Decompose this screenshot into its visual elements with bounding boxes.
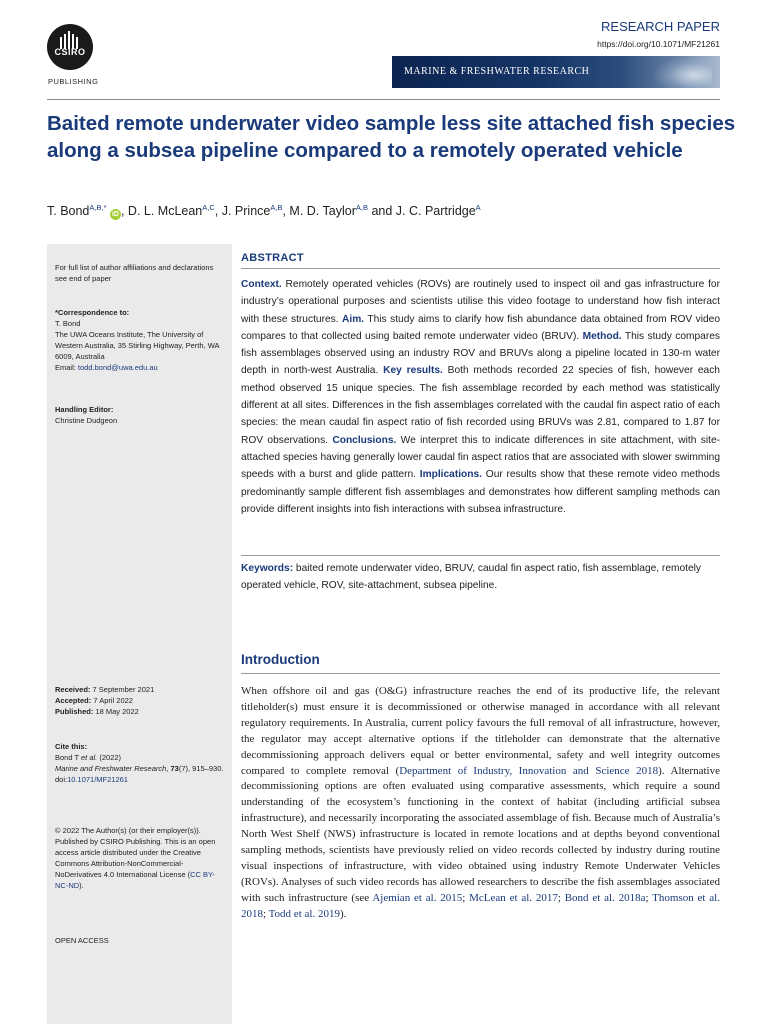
license-link[interactable]: CC BY-NC-ND <box>55 870 215 890</box>
citation-link[interactable]: Department of Industry, Innovation and Science 2018 <box>399 764 659 777</box>
abstract-body: Context. Remotely operated vehicles (ROVs) are routinely used to inspect oil and gas infrastructure for industry’s operational purposes and scientists utilise this video footage to understand how fish interact with these structures. Aim. This study aims to clarify how fish abundance data obtained from ROV video compares to that collected using baited remote underwater video (BRUV). Method. This study compares fish assemblages observed using an industry ROV and BRUVs along a pipeline located in 130-m water depth in north-west Australia. Key results. Both methods recorded 22 species of fish, however each method observed 15 unique species. The fish assemblage recorded by each method was statistically different at all sites. Differences in the fish assemblages correlated with the caudal fin aspect ratio of each species: the mean caudal fin aspect ratio of fish recorded using BRUVs was 2.81, compared to 1.87 for ROV observations. Conclusions. We interpret this to indicate differences in site attachment, with site-attached species having generally lower caudal fin aspect ratios that are associated with slower swimming speeds with a burst and glide pattern. Implications. Our results show that these remote video methods predominantly sample different fish assemblages and demonstrates how different sampling methods can provide different insights into fish interactions with subsea infrastructure. <box>241 279 720 515</box>
received-date: 7 September 2021 <box>92 685 155 694</box>
introduction-heading: Introduction <box>241 652 320 667</box>
published-date: 18 May 2022 <box>95 707 139 716</box>
citation-link[interactable]: Thomson et al. 2018 <box>241 891 720 920</box>
orcid-icon[interactable]: iD <box>111 211 119 219</box>
handling-editor-name: Christine Dudgeon <box>55 416 118 425</box>
author-name[interactable]: J. C. Partridge <box>395 204 476 219</box>
citation-link[interactable]: Bond et al. 2018a <box>564 891 646 904</box>
handling-editor-block <box>55 404 227 426</box>
correspondence-email[interactable]: todd.bond@uwa.edu.au <box>77 363 158 372</box>
author-name[interactable]: J. Prince <box>221 204 271 219</box>
author-name[interactable]: T. Bond <box>47 204 90 219</box>
header-divider <box>47 99 720 100</box>
citation-link[interactable]: McLean et al. 2017 <box>469 891 558 904</box>
copyright-block: © 2022 The Author(s) (or their employer(s)). Published by CSIRO Publishing. This is an open access article distributed under the Creative Commons Attribution-NonCommercial-NoDerivatives 4.0 International License (CC BY-NC-ND). <box>55 826 216 890</box>
open-access-label: OPEN ACCESS <box>55 936 109 945</box>
handling-editor-label: Handling Editor: <box>55 405 114 414</box>
citation-link[interactable]: Todd et al. 2019 <box>268 907 340 920</box>
doi-link[interactable]: https://doi.org/10.1071/MF21261 <box>597 39 720 49</box>
citation-link[interactable]: Ajemian et al. 2015 <box>372 891 463 904</box>
citation-block: Cite this: Bond T et al. (2022) Marine and Freshwater Research, 73(7), 915–930. doi:10.1071/MF21261 <box>55 742 224 784</box>
correspondence-block: *Correspondence to: T. Bond The UWA Oceans Institute, The University of Western Australia, 35 Stirling Highway, Perth, WA 6009, Australia Email: todd.bond@uwa.edu.au <box>55 308 220 372</box>
introduction-paragraph: When offshore oil and gas (O&G) infrastructure reaches the end of its productive life, the relevant titleholder(s) must ensure it is decommissioned or otherwise managed in accordance with all relevant regulatory requirements. In Australia, current policy favours the full removal of all infrastructure, however, the regulator may accept alternative options if the titleholder can demonstrate that the alternative decommissioning approach delivers equal or better environmental, safety and well integrity outcomes compared to complete removal (Department of Industry, Innovation and Science 2018). Alternative decommissioning options are often evaluated using comparative assessments, which require a sound understanding of the ecosystem’s functioning in the context of habitat (including artificial subsea infrastructure), and necessarily incorporating the associated assemblage of fish. Because much of Australia’s North West Shelf (NWS) infrastructure is located in remote locations and at depths beyond conventional sampling methods, scientists have previously relied on video records collected by industry during routine visual inspections of infrastructure, with video obtained using industry Remote Underwater Vehicles (ROVs). Analyses of such video records has allowed researchers to describe the fish assemblages associated with such infrastructure (see Ajemian et al. 2015; McLean et al. 2017; Bond et al. 2018a; Thomson et al. 2018; Todd et al. 2019). <box>241 685 720 920</box>
author-affiliation: A,B <box>270 203 283 212</box>
abstract-heading: ABSTRACT <box>241 252 304 264</box>
cite-label: Cite this: <box>55 742 88 751</box>
author-name[interactable]: M. D. Taylor <box>289 204 356 219</box>
article-title: Baited remote underwater video sample less site attached fish species along a subsea pipeline compared to a remotely operated vehicle <box>47 112 736 162</box>
author-affiliation: A <box>475 203 481 212</box>
journal-name: MARINE & FRESHWATER RESEARCH <box>404 66 590 77</box>
abstract-divider <box>241 268 720 269</box>
author-name[interactable]: D. L. McLean <box>127 204 203 219</box>
journal-banner <box>392 56 720 88</box>
author-affiliation: A,B,* <box>89 203 107 212</box>
publisher-label: PUBLISHING <box>48 77 99 86</box>
introduction-divider <box>241 673 720 674</box>
author-affiliation: A,B <box>355 203 368 212</box>
correspondence-name: T. Bond <box>55 319 81 328</box>
keywords-divider <box>241 555 720 556</box>
dates-block: Received: 7 September 2021 Accepted: 7 April 2022 Published: 18 May 2022 <box>55 685 155 716</box>
logo-text: CSIRO <box>54 47 86 57</box>
correspondence-address: The UWA Oceans Institute, The University of Western Australia, 35 Stirling Highway, Perth, WA 6009, Australia <box>55 330 220 361</box>
cite-doi-link[interactable]: 10.1071/MF21261 <box>67 775 128 784</box>
author-affiliation: A,C <box>202 203 215 212</box>
banner-image <box>652 56 712 88</box>
keywords: Keywords: baited remote underwater video, BRUV, caudal fin aspect ratio, fish assemblage, remotely operated vehicle, ROV, site-attachment, subsea pipeline. <box>241 563 701 592</box>
correspondence-label: *Correspondence to: <box>55 308 130 317</box>
accepted-date: 7 April 2022 <box>93 696 133 705</box>
affiliations-note: For full list of author affiliations and declarations see end of paper <box>55 263 214 283</box>
author-list: T. Bond$^{A,B,*}$ iD , D. L. McLean$^{A,C}$, J. Prince$^{A,B}$, M. D. Taylor$^{A,B}$ and J. C. Partridge$^A$ <box>47 203 481 219</box>
article-type: RESEARCH PAPER <box>601 19 720 34</box>
